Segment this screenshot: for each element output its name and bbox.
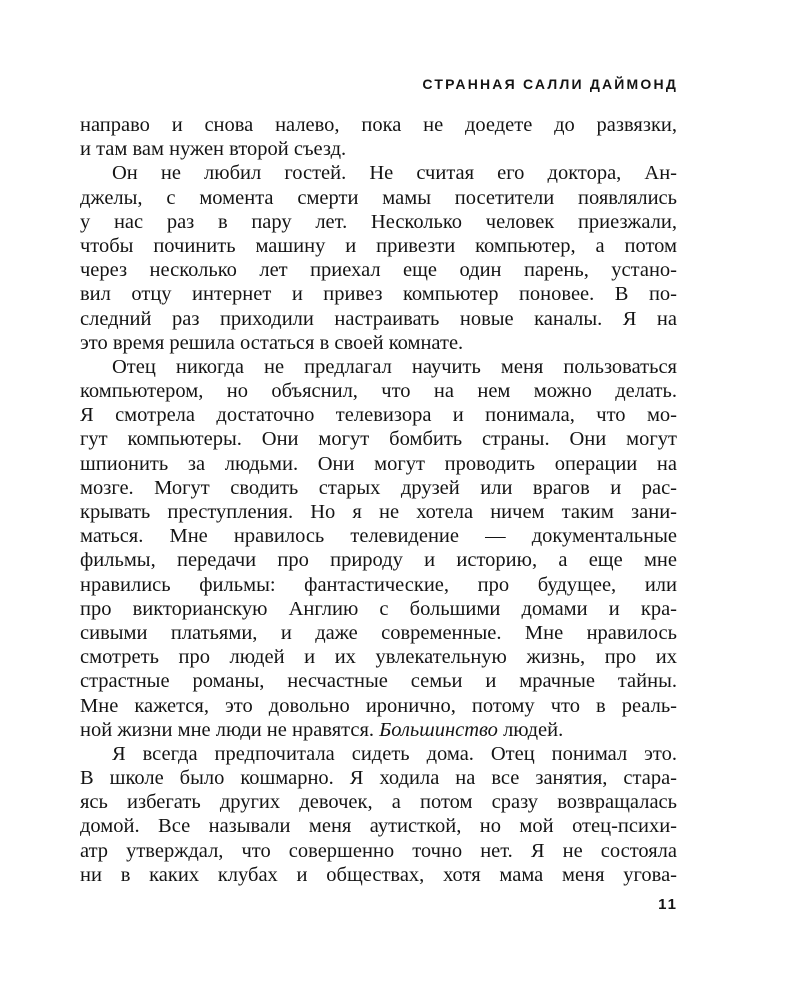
text-line: фильмы, передачи про природу и историю, а еще мне [80, 549, 677, 572]
text-line: ни в каких клубах и обществах, хотя мама меня угова- [80, 863, 677, 886]
text-line: следний раз приходили настраивать новые каналы. Я на [80, 307, 677, 330]
text-segment: ной жизни мне люди не нравятся. [80, 718, 375, 741]
text-line: маться. Мне нравилось телевидение — документальные [80, 525, 677, 548]
text-line: крывать преступления. Но я не хотела ничем таким зани- [80, 501, 677, 523]
text-line: шпионить за людьми. Они могут проводить операции на [80, 452, 677, 475]
page-number: 11 [658, 896, 678, 913]
text-line: про викторианскую Англию с большими домами и кра- [80, 597, 677, 620]
text-line: джелы, с момента смерти мамы посетители появлялись [80, 186, 677, 209]
text-line: через несколько лет приехал еще один парень, устано- [80, 259, 677, 282]
text-line: Он не любил гостей. Не считая его доктора, Ан- [112, 162, 677, 185]
body-text [80, 113, 677, 887]
text-line: Я всегда предпочитала сидеть дома. Отец понимал это. [112, 742, 677, 765]
text-line: В школе было кошмарно. Я ходила на все занятия, стара- [80, 767, 677, 790]
text-line: нравились фильмы: фантастические, про будущее, или [80, 573, 677, 596]
text-line: Отец никогда не предлагал научить меня пользоваться [112, 355, 677, 378]
text-line: Я смотрела достаточно телевизора и понимала, что мо- [80, 404, 677, 427]
text-line: мозге. Могут сводить старых друзей или врагов и рас- [80, 476, 677, 499]
text-line: чтобы починить машину и привезти компьютер, а потом [80, 234, 677, 257]
text-line: смотреть про людей и их увлекательную жизнь, про их [80, 646, 677, 669]
emphasis-word: Большинство [379, 718, 498, 741]
text-segment: людей. [503, 718, 564, 741]
text-line: гут компьютеры. Они могут бомбить страны. Они могут [80, 428, 677, 451]
text-line: Мне кажется, это довольно иронично, потому что в реаль- [80, 694, 677, 717]
running-head: СТРАННАЯ САЛЛИ ДАЙМОНД [422, 76, 678, 92]
text-line: атр утверждал, что совершенно точно нет. Я не состояла [80, 839, 677, 862]
text-line: ясь избегать других девочек, а потом сразу возвращалась [80, 791, 677, 814]
text-line: это время решила остаться в своей комнате. [80, 331, 464, 354]
text-line: у нас раз в пару лет. Несколько человек приезжали, [80, 210, 677, 233]
text-line: домой. Все называли меня аутисткой, но мой отец-психи- [80, 815, 677, 838]
text-line: страстные романы, несчастные семьи и мрачные тайны. [80, 670, 677, 693]
text-line: направо и снова налево, пока не доедете до развязки, [80, 114, 677, 136]
text-line: вил отцу интернет и привез компьютер поновее. В по- [80, 283, 677, 306]
text-line [80, 718, 677, 742]
text-line: сивыми платьями, и даже современные. Мне нравилось [80, 621, 677, 644]
text-line: и там вам нужен второй съезд. [80, 138, 347, 161]
text-line: компьютером, но объяснил, что на нем можно делать. [80, 380, 677, 403]
